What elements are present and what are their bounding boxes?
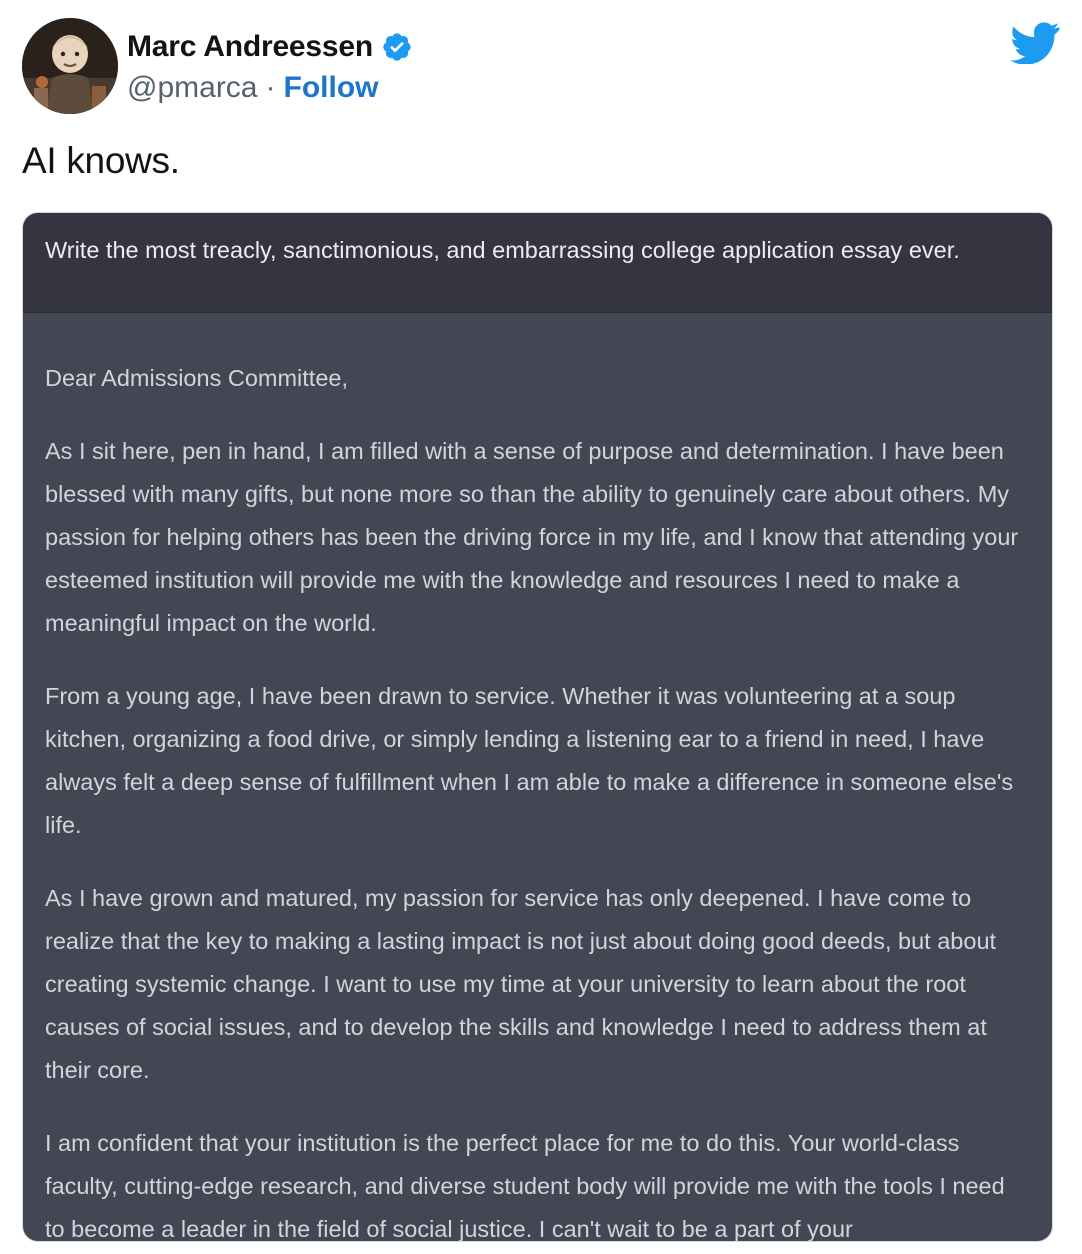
author-block (127, 28, 413, 108)
response-paragraph: From a young age, I have been drawn to service. Whether it was volunteering at a soup kitchen, organizing a food drive, or simply lending a listening ear to a friend in need, I have always felt a deep sense of fulfillment when I am able to make a difference in someone else's life. (45, 683, 1014, 838)
chat-response (23, 313, 1052, 1242)
avatar[interactable] (22, 18, 118, 114)
response-paragraph: As I have grown and matured, my passion for service has only deepened. I have come to realize that the key to making a lasting impact is not just about doing good deeds, but about creating systemic change. I want to use my time at your university to learn about the root causes of social issues, and to develop the skills and knowledge I need to address them at their core. (45, 885, 997, 1083)
tweet-header (22, 18, 1060, 116)
separator-dot: · (265, 71, 276, 104)
tweet-text: AI knows. (22, 140, 180, 181)
chat-screenshot[interactable] (22, 212, 1053, 1242)
response-paragraph: As I sit here, pen in hand, I am filled with a sense of purpose and determination. I have been blessed with many gifts, but none more so than the ability to genuinely care about others. My passion for helping others has been the driving force in my life, and I know that attending your esteemed institution will provide me with the knowledge and resources I need to make a meaningful impact on the world. (45, 438, 1019, 636)
avatar-image (22, 18, 118, 114)
display-name[interactable]: Marc Andreessen (127, 30, 373, 63)
verified-badge-icon (381, 31, 413, 63)
follow-button[interactable]: Follow (283, 71, 379, 104)
response-paragraph: Dear Admissions Committee, (45, 365, 348, 391)
prompt-text: Write the most treacly, sanctimonious, and embarrassing college application essay ever. (45, 237, 960, 263)
response-paragraph: I am confident that your institution is the perfect place for me to do this. Your world-class faculty, cutting-edge research, and diverse student body will provide me with the tools I need to become a leader in the field of social justice. I can't wait to be a part of your (45, 1130, 1005, 1242)
twitter-bird-icon[interactable] (1010, 22, 1060, 64)
author-handle[interactable]: @pmarca (127, 71, 258, 104)
handle-row (127, 68, 413, 108)
display-name-row (127, 28, 413, 66)
chat-prompt (23, 213, 1052, 313)
